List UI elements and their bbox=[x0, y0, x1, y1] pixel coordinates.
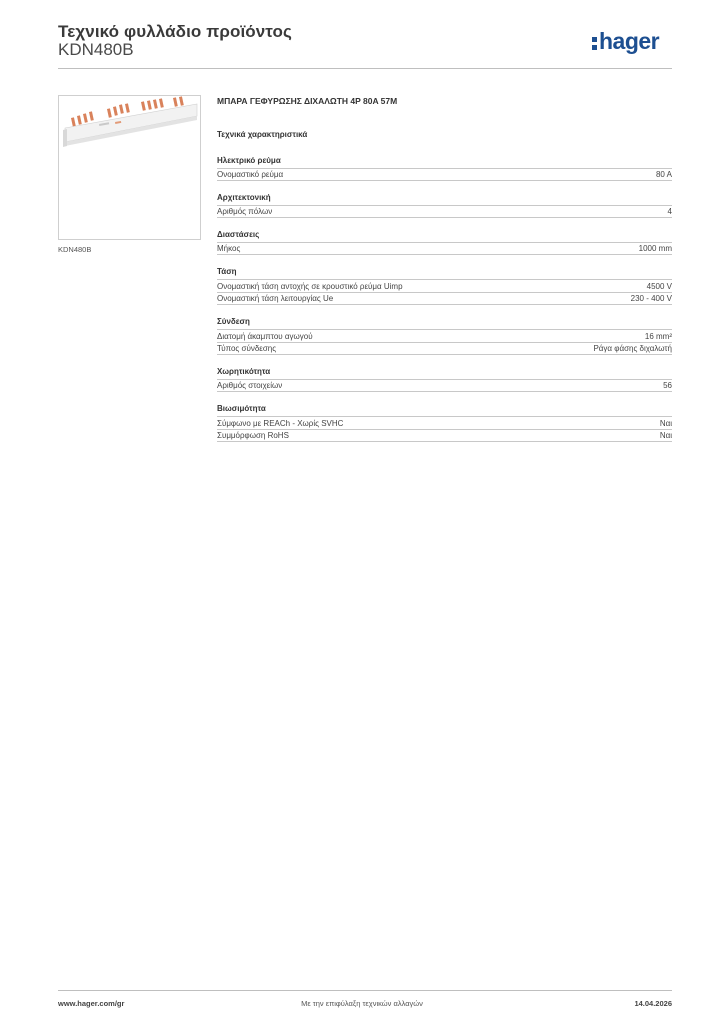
spec-section bbox=[217, 317, 672, 355]
spec-value: Ναι bbox=[659, 431, 672, 440]
spec-value: 1000 mm bbox=[638, 244, 672, 253]
spec-row bbox=[217, 416, 672, 429]
product-code: KDN480B bbox=[58, 40, 134, 59]
product-image bbox=[58, 95, 201, 240]
section-title: Αρχιτεκτονική bbox=[217, 193, 271, 202]
spec-label: Τύπος σύνδεσης bbox=[217, 344, 277, 353]
spec-row bbox=[217, 342, 672, 355]
technical-characteristics-heading: Τεχνικά χαρακτηριστικά bbox=[217, 130, 308, 139]
spec-row bbox=[217, 168, 672, 181]
spec-row bbox=[217, 279, 672, 292]
document-title: Τεχνικό φυλλάδιο προϊόντος bbox=[58, 22, 292, 41]
document-date: 14.04.2026 bbox=[634, 999, 672, 1008]
spec-row bbox=[217, 242, 672, 255]
busbar-illustration bbox=[59, 96, 200, 239]
spec-section bbox=[217, 193, 672, 218]
section-title: Βιωσιμότητα bbox=[217, 404, 266, 413]
spec-row bbox=[217, 379, 672, 392]
hager-logo bbox=[592, 28, 659, 55]
spec-value: Ναι bbox=[659, 419, 672, 428]
section-title: Διαστάσεις bbox=[217, 230, 260, 239]
spec-label: Μήκος bbox=[217, 244, 241, 253]
technical-changes-notice: Με την επιφύλαξη τεχνικών αλλαγών bbox=[301, 999, 423, 1008]
spec-section bbox=[217, 267, 672, 305]
spec-label: Συμμόρφωση RoHS bbox=[217, 431, 289, 440]
spec-label: Διατομή άκαμπτου αγωγού bbox=[217, 332, 313, 341]
header-divider bbox=[58, 68, 672, 69]
spec-section bbox=[217, 404, 672, 442]
spec-label: Αριθμός πόλων bbox=[217, 207, 273, 216]
spec-label: Αριθμός στοιχείων bbox=[217, 381, 283, 390]
spec-row bbox=[217, 205, 672, 218]
spec-label: Σύμφωνο με REACh - Χωρίς SVHC bbox=[217, 419, 344, 428]
spec-value: Ράγα φάσης διχαλωτή bbox=[593, 344, 672, 353]
footer-divider bbox=[58, 990, 672, 991]
logo-dots-icon bbox=[592, 37, 597, 50]
spec-row bbox=[217, 429, 672, 442]
spec-value: 56 bbox=[663, 381, 672, 390]
website-link[interactable]: www.hager.com/gr bbox=[58, 999, 125, 1008]
product-description: ΜΠΑΡΑ ΓΕΦΥΡΩΣΗΣ ΔΙΧΑΛΩΤΗ 4P 80A 57M bbox=[217, 96, 398, 106]
spec-label: Ονομαστική τάση λειτουργίας Ue bbox=[217, 294, 334, 303]
product-image-caption: KDN480B bbox=[58, 245, 92, 254]
spec-value: 4500 V bbox=[646, 282, 672, 291]
spec-value: 80 A bbox=[655, 170, 672, 179]
spec-label: Ονομαστικό ρεύμα bbox=[217, 170, 284, 179]
spec-value: 4 bbox=[667, 207, 672, 216]
spec-row bbox=[217, 329, 672, 342]
spec-section bbox=[217, 367, 672, 392]
spec-value: 230 - 400 V bbox=[630, 294, 672, 303]
section-title: Ηλεκτρικό ρεύμα bbox=[217, 156, 281, 165]
spec-row bbox=[217, 292, 672, 305]
specifications bbox=[217, 96, 672, 454]
logo-text: hager bbox=[599, 28, 660, 54]
spec-label: Ονομαστική τάση αντοχής σε κρουστικό ρεύμα Uimp bbox=[217, 282, 403, 291]
spec-section bbox=[217, 230, 672, 255]
section-title: Χωρητικότητα bbox=[217, 367, 271, 376]
spec-value: 16 mm² bbox=[644, 332, 672, 341]
section-title: Σύνδεση bbox=[217, 317, 250, 326]
spec-section bbox=[217, 156, 672, 181]
section-title: Τάση bbox=[217, 267, 237, 276]
